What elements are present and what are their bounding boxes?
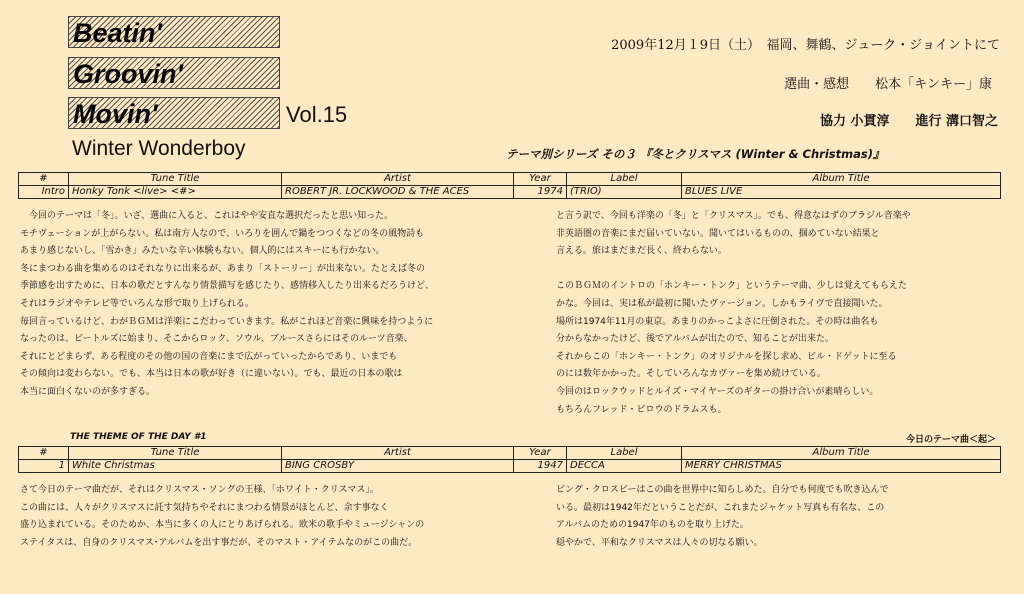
text-line: 季節感を出すために、日本の歌だとすんなり情景描写を感じたり、感情移入したり出来るだろうけど、 [20,281,435,292]
text-line: それにとどまらず、ある程度のその他の国の音楽にまで広がっていったからであり、いまでも [20,351,398,362]
intro-text-left [20,208,434,402]
track-album: BLUES LIVE [682,186,1001,199]
table-row [19,460,1001,473]
track-artist: BING CROSBY [282,460,514,473]
text-line: のには数年かかった。そしていろんなカヴァーを集め続けている。 [556,369,826,380]
col-num: # [19,173,69,186]
col-year: Year [514,447,567,460]
theme-series-title: テーマ別シリーズ その３ 『冬とクリスマス (Winter & Christmas)』 [506,147,885,161]
text-line: その傾向は変わらない。でも、本当は日本の歌が好き（に違いない）。でも、最近の日本の歌は [20,369,403,380]
text-line: いる。最初は1942年だということだが、これまたジャケット写真も有名な、この [556,502,885,513]
text-line: モチヴェーションが上がらない。私は南方人なので、いろりを囲んで鍋をつつくなどの冬の風物詩も [20,228,425,239]
selection-credit: 選曲・感想 松本「キンキー」康 [784,77,992,92]
theme-of-day-heading: THE THEME OF THE DAY #1 [70,432,207,442]
track-num: Intro [19,186,69,199]
text-line [556,261,911,279]
subtitle: Winter Wonderboy [72,137,246,160]
intro-track-table [18,172,1001,199]
text-line: 毎回言っているけど、わがＢＧＭは洋楽にこだわっていきます。私がこれほど音楽に興味を持つように [20,316,434,327]
table-row [19,186,1001,199]
track-artist: ROBERT JR. LOCKWOOD & THE ACES [282,186,514,199]
text-line: なったのは、ビートルズに始まり、そこからロック、ソウル、ブルースさらにはそのルーツ音楽、 [20,334,413,345]
col-title: Tune Title [69,447,282,460]
text-line: 非英語圏の音楽にまだ届いていない。聞いてはいるものの、掴めていない結果と [556,228,880,239]
col-album: Album Title [682,447,1001,460]
text-line: 盛り込まれている。そのためか、本当に多くの人にとりあげられる。欧米の歌手やミュージシャンの [20,520,425,531]
text-line: それからこの「ホンキー・トンク」のオリジナルを探し求め、ビル・ドゲットに至る [556,351,897,362]
table-header-row [19,447,1001,460]
text-line: このＢＧＭのイントロの「ホンキー・トンク」というテーマ曲、少しは覚えてもらえた [556,281,907,292]
col-year: Year [514,173,567,186]
text-line: さて今日のテーマ曲だが、それはクリスマス・ソングの王様、「ホワイト・クリスマス」。 [20,485,379,495]
col-title: Tune Title [69,173,282,186]
text-line: 今回のテーマは「冬」。いざ、選曲に入ると、これはやや安直な選択だったと思い知った。 [20,211,394,221]
track-album: MERRY CHRISTMAS [682,460,1001,473]
text-line: あまり感じないし、「雪かき」みたいな辛い体験もない。個人的にはスキーにも行かない。 [20,246,385,257]
text-line: ビング・クロスビーはこの曲を世界中に知らしめた。自分でも何度でも吹き込んで [556,485,889,495]
intro-text-right [556,208,911,419]
track-year: 1947 [514,460,567,473]
text-line: かな。今回は、実は私が最初に聞いたヴァージョン。しかもライヴで直接聞いた。 [556,298,888,309]
logo-groovin: Groovin' [68,57,280,89]
track1-text-right [556,482,888,552]
col-artist: Artist [282,447,514,460]
text-line: この曲には、人々がクリスマスに託す気持ちやそれにまつわる情景がほとんど、余す事なく [20,502,389,513]
col-album: Album Title [682,173,1001,186]
date-place: 2009年12月１9日（土） 福岡、舞鶴、ジューク・ジョイントにて [611,38,1000,53]
col-num: # [19,447,69,460]
text-line: ステイタスは、自身のクリスマス･アルバムを出す事だが、そのマスト・アイテムなのがこの曲だ。 [20,537,418,548]
text-line: 言える。旅はまだまだ長く、終わらない。 [556,246,727,257]
text-line: アルバムのための1947年のものを取り上げた。 [556,520,749,531]
text-line: もちろんフレッド・ビロウのドラムスも。 [556,404,727,415]
track1-text-left [20,482,424,552]
track-num: 1 [19,460,69,473]
text-line: 穏やかで、平和なクリスマスは人々の切なる願い。 [556,537,763,548]
track-year: 1974 [514,186,567,199]
text-line: 今回のはロックウッドとルイズ・マイヤーズのギターの掛け合いが素晴らしい。 [556,386,879,397]
text-line: それはラジオやテレビ等でいろんな形で取り上げられる。 [20,298,254,309]
track-title: Honky Tonk <live> <#> [69,186,282,199]
text-line: と言う訳で、今回も洋楽の「冬」と「クリスマス」。でも、得意なはずのブラジル音楽や [556,211,911,221]
logo-beatin: Beatin' [68,16,280,48]
track-title: White Christmas [69,460,282,473]
text-line: 場所は1974年11月の東京。あまりのかっこよさに圧倒された。その時は曲名も [556,316,879,327]
track1-table [18,446,1001,473]
text-line: 分からなかったけど、後でアルバムが出たので、知ることが出来た。 [556,334,834,345]
table-header-row [19,173,1001,186]
track-label: DECCA [567,460,682,473]
theme-of-day-heading-jp: 今日のテーマ曲＜起＞ [905,435,996,445]
col-label: Label [567,173,682,186]
staff-credits: 協力 小貫淳 進行 溝口智之 [819,114,998,129]
text-line: 本当に面白くないのが多すぎる。 [20,386,156,397]
track-label: (TRIO) [567,186,682,199]
col-label: Label [567,447,682,460]
logo-movin: Movin' [68,97,280,129]
volume-number: Vol.15 [286,102,348,127]
text-line: 冬にまつわる曲を集めるのはそれなりに出来るが、あまり「ストーリー」が出来ない。たとえば冬の [20,263,426,274]
col-artist: Artist [282,173,514,186]
